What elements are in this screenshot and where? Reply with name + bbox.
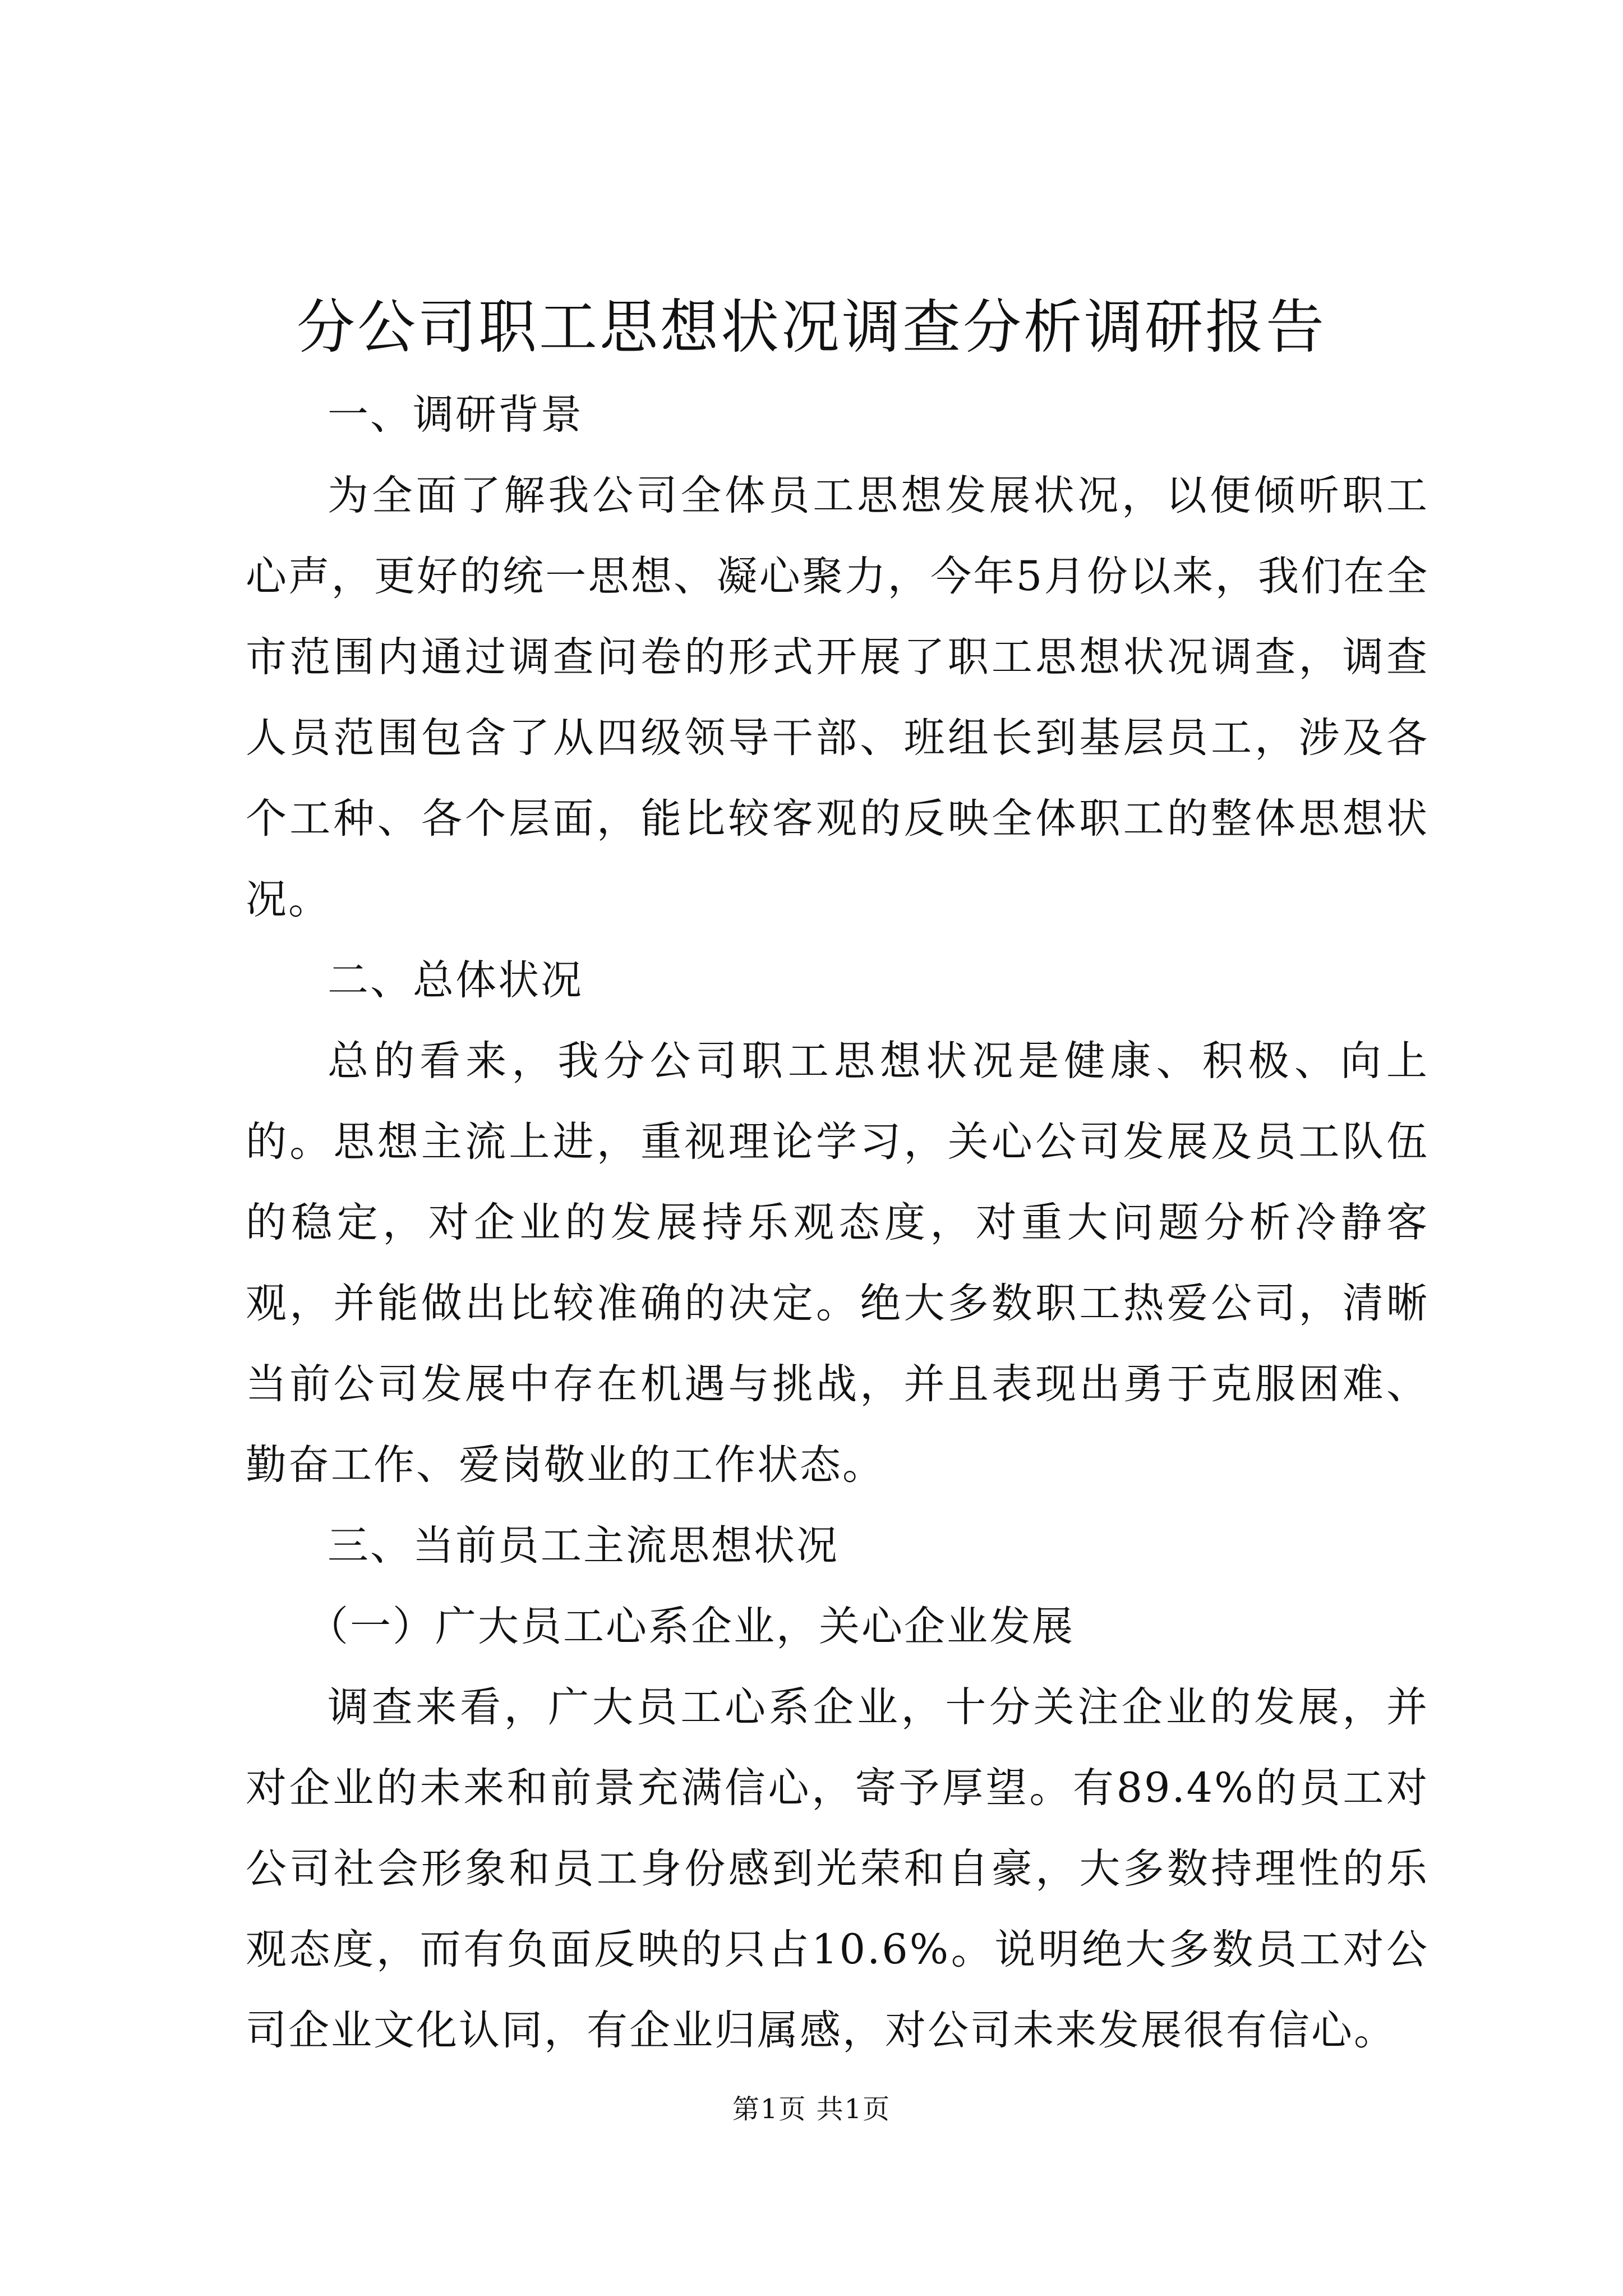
- subsection-heading-care-for-company: （一）广大员工心系企业，关心企业发展: [307, 1603, 1075, 1650]
- paragraph-survey-results: 调查来看，广大员工心系企业，十分关注企业的发展，并对企业的未来和前景充满信心，寄予厚望。有89.4%的员工对公司社会形象和员工身份感到光荣和自豪，大多数持理性的乐观态度，而有负面反映的只占10.6%。说明绝大多数员工对公司企业文化认同，有企业归属感，对公司未来发展很有信心。: [246, 1683, 1429, 2054]
- document-title: 分公司职工思想状况调查分析调研报告: [296, 293, 1326, 361]
- section-heading-overall: 二、总体状况: [328, 956, 583, 1004]
- paragraph-background: 为全面了解我公司全体员工思想发展状况，以便倾听职工心声，更好的统一思想、凝心聚力，今年5月份以来，我们在全市范围内通过调查问卷的形式开展了职工思想状况调查，调查人员范围包含了从四级领导干部、班组长到基层员工，涉及各个工种、各个层面，能比较客观的反映全体职工的整体思想状况。: [246, 472, 1429, 923]
- paragraph-overall: 总的看来，我分公司职工思想状况是健康、积极、向上的。思想主流上进，重视理论学习，关心公司发展及员工队伍的稳定，对企业的发展持乐观态度，对重大问题分析冷静客观，并能做出比较准确的决定。绝大多数职工热爱公司，清晰当前公司发展中存在机遇与挑战，并且表现出勇于克服困难、勤奋工作、爱岗敬业的工作状态。: [246, 1037, 1429, 1489]
- section-heading-background: 一、调研背景: [328, 391, 583, 439]
- section-heading-mainstream: 三、当前员工主流思想状况: [328, 1522, 839, 1570]
- document-body: [246, 375, 1429, 2071]
- page-footer: 第1页 共1页: [732, 2093, 891, 2125]
